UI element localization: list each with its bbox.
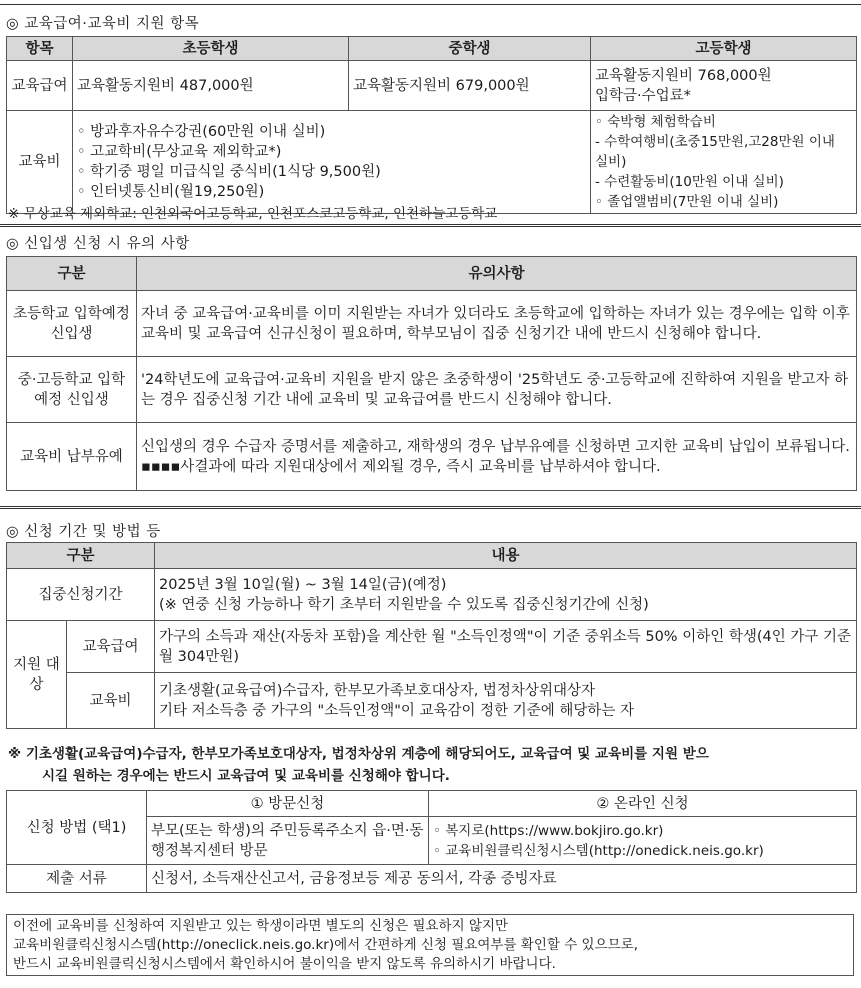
online-bokjiro: ◦ 복지로(https://www.bokjiro.go.kr) — [433, 822, 664, 839]
deferral-text: 신입생의 경우 수급자 증명서를 제출하고, 재학생의 경우 납부유예를 신청하면 고지한 교육비 납입이 보류됩니다. ▪▪▪▪사결과에 따라 지원대상에서 제외될 경우, 즉시 교육비를 납부하셔야 합니다. — [137, 423, 857, 491]
list-item: ◦ 고교학비(무상교육 제외학교*) — [77, 144, 282, 160]
edu-pay-high-line2: 입학금·수업료* — [595, 87, 691, 104]
section-title-application: ◎ 신청 기간 및 방법 등 — [6, 524, 161, 540]
section-title-new-students: ◎ 신입생 신청 시 유의 사항 — [6, 236, 190, 252]
row-label-elementary-new: 초등학교 입학예정 신입생 — [7, 291, 137, 357]
notice-box — [6, 914, 854, 976]
row-label-target-edu-pay: 교육급여 — [67, 621, 155, 673]
free-education-note: ※ 무상교육 제외학교: 인천외국어고등학교, 인천포스코고등학교, 인천하늘고등학교 — [8, 206, 498, 222]
documents-text: 신청서, 소득재산신고서, 금융정보등 제공 동의서, 각종 증빙자료 — [147, 865, 857, 893]
row-label-method: 신청 방법 (택1) — [7, 791, 147, 865]
list-item: ◦ 졸업앨범비(7만원 이내 실비) — [595, 194, 779, 210]
elementary-new-text: 자녀 중 교육급여·교육비를 이미 지원받는 자녀가 있더라도 초등학교에 입학하는 자녀가 있는 경우에는 입학 이후 교육비 및 교육급여 신규신청이 필요하며, 학부모님이 집중 신청기간 내에 반드시 신청해야 합니다. — [137, 291, 857, 357]
edu-pay-elementary: 교육활동지원비 487,000원 — [73, 61, 349, 111]
online-title: ② 온라인 신청 — [429, 791, 857, 817]
target-edu-cost-line2: 기타 저소득층 중 가구의 "소득인정액"이 교육감이 정한 기준에 해당하는 자 — [159, 702, 635, 719]
target-edu-cost-cell — [155, 673, 857, 729]
notice-line1: 이전에 교육비를 신청하여 지원받고 있는 학생이라면 별도의 신청은 필요하지 않지만 — [13, 918, 509, 934]
header-content: 내용 — [155, 543, 857, 569]
target-edu-cost-line1: 기초생활(교육급여)수급자, 한부모가족보호대상자, 법정차상위대상자 — [159, 682, 595, 699]
header-item: 항목 — [7, 37, 73, 61]
edu-cost-right-list — [591, 111, 857, 214]
row-label-secondary-new: 중·고등학교 입학예정 신입생 — [7, 357, 137, 423]
online-oneclick: ◦ 교육비원클릭신청시스템(http://onedick.neis.go.kr) — [433, 842, 764, 859]
list-item: ◦ 인터넷통신비(월19,250원) — [77, 184, 265, 200]
target-edu-pay-text: 가구의 소득과 재산(자동차 포함)을 계산한 월 "소득인정액"이 기준 중위소득 50% 이하인 학생(4인 가구 기준 월 304만원) — [155, 621, 857, 673]
secondary-new-text: '24학년도에 교육급여·교육비 지원을 받지 않은 초중학생이 '25학년도 중·고등학교에 진학하여 지원을 받고자 하는 경우 집중신청 기간 내에 교육비 및 교육급여를 반드시 신청해야 합니다. — [137, 357, 857, 423]
row-label-deferral: 교육비 납부유예 — [7, 423, 137, 491]
application-table — [6, 542, 857, 729]
visit-title: ① 방문신청 — [147, 791, 429, 817]
header-middle: 중학생 — [349, 37, 591, 61]
support-items-table — [6, 36, 857, 214]
application-method-table — [6, 790, 857, 893]
online-cell — [429, 817, 857, 865]
edu-pay-high-line1: 교육활동지원비 768,000원 — [595, 67, 772, 84]
list-item: - 수학여행비(초중15만원,고28만원 이내 실비) — [595, 134, 835, 170]
row-label-target: 지원 대상 — [7, 621, 67, 729]
period-cell — [155, 569, 857, 621]
list-item: ◦ 학기중 평일 미급식일 중식비(1식당 9,500원) — [77, 164, 381, 180]
eligibility-note-line2: 시길 원하는 경우에는 반드시 교육급여 및 교육비를 신청해야 합니다. — [42, 768, 450, 784]
header-notes: 유의사항 — [137, 257, 857, 291]
header-category: 구분 — [7, 543, 155, 569]
period-dates: 2025년 3월 10일(월) ~ 3월 14일(금)(예정) — [159, 576, 447, 593]
row-label-target-edu-cost: 교육비 — [67, 673, 155, 729]
header-elementary: 초등학생 — [73, 37, 349, 61]
top-rule — [0, 0, 861, 5]
new-students-table — [6, 256, 857, 491]
list-item: ◦ 방과후자유수강권(60만원 이내 실비) — [77, 124, 326, 140]
divider — [0, 506, 861, 509]
period-note: (※ 연중 신청 가능하나 학기 초부터 지원받을 수 있도록 집중신청기간에 신청) — [159, 596, 649, 613]
row-label-documents: 제출 서류 — [7, 865, 147, 893]
row-label-edu-pay: 교육급여 — [7, 61, 73, 111]
section-title-support-items: ◎ 교육급여·교육비 지원 항목 — [6, 16, 200, 32]
eligibility-note-line1: ※ 기초생활(교육급여)수급자, 한부모가족보호대상자, 법정차상위 계층에 해당되어도, 교육급여 및 교육비를 지원 받으 — [8, 746, 709, 762]
row-label-edu-cost: 교육비 — [7, 111, 73, 214]
list-item: - 수련활동비(10만원 이내 실비) — [595, 174, 784, 190]
edu-cost-left-list — [73, 111, 591, 214]
visit-text: 부모(또는 학생)의 주민등록주소지 읍·면·동 행정복지센터 방문 — [147, 817, 429, 865]
edu-pay-high — [591, 61, 857, 111]
row-label-period: 집중신청기간 — [7, 569, 155, 621]
notice-line2: 교육비원클릭신청시스템(http://oneclick.neis.go.kr)에서 간편하게 신청 필요여부를 확인할 수 있으므로, — [13, 937, 639, 953]
header-high: 고등학생 — [591, 37, 857, 61]
edu-pay-middle: 교육활동지원비 679,000원 — [349, 61, 591, 111]
divider — [0, 224, 861, 227]
notice-line3: 반드시 교육비원클릭신청시스템에서 확인하시어 불이익을 받지 않도록 유의하시기 바랍니다. — [13, 956, 556, 972]
list-item: ◦ 숙박형 체험학습비 — [595, 114, 716, 130]
header-category: 구분 — [7, 257, 137, 291]
